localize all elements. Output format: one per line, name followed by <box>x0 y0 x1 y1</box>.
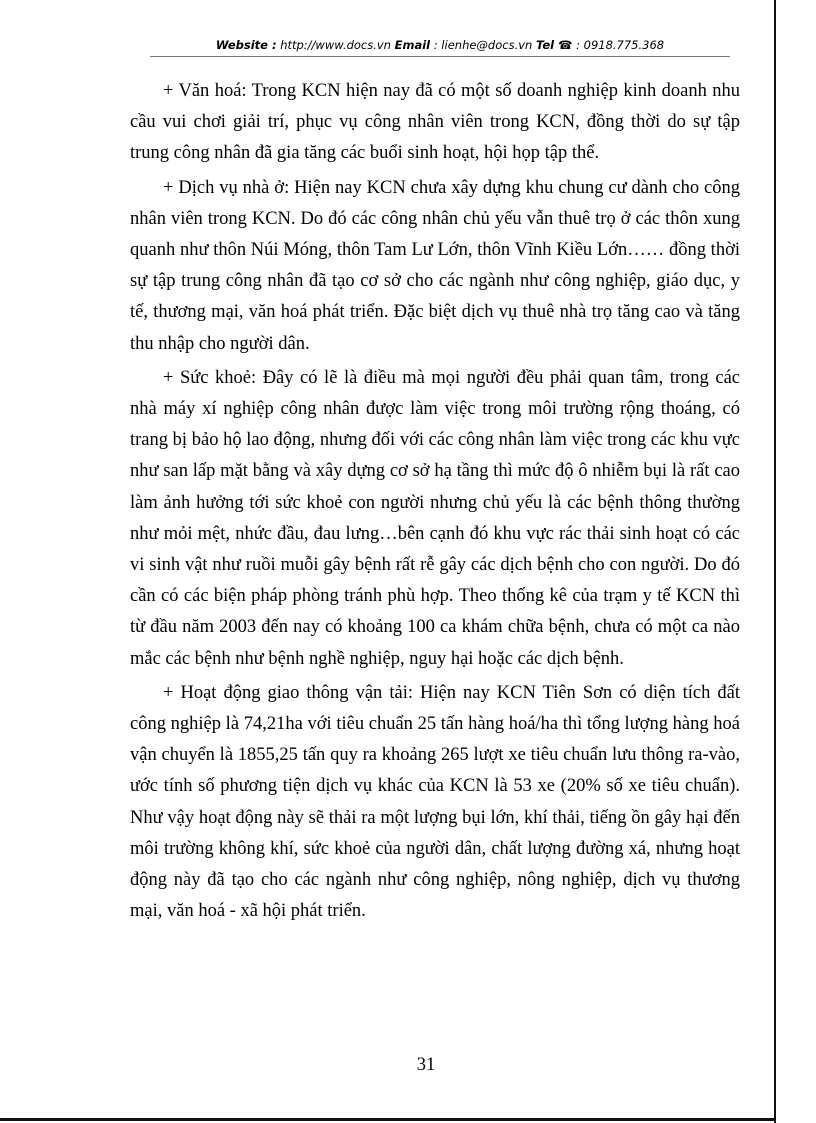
tel-label: Tel ☎ <box>536 38 573 52</box>
paragraph-culture: + Văn hoá: Trong KCN hiện nay đã có một số doanh nghiệp kinh doanh nhu cầu vui chơi giải trí, phục vụ công nhân viên trong KCN, đồng thời do sự tập trung công nhân đã gia tăng các buổi sinh hoạt, hội họp tập thể. <box>130 81 740 164</box>
header-divider <box>150 56 730 57</box>
email-address[interactable]: : lienhe@docs.vn <box>433 38 533 52</box>
website-url[interactable]: http://www.docs.vn <box>280 38 391 52</box>
website-label: Website : <box>215 38 277 52</box>
page-shadow-right <box>774 0 776 1123</box>
body-text <box>130 76 740 930</box>
tel-number: : 0918.775.368 <box>576 38 665 52</box>
paragraph-health: + Sức khoẻ: Đây có lẽ là điều mà mọi người đều phải quan tâm, trong các nhà máy xí nghiệp công nhân được làm việc trong môi trường rộng thoáng, có trang bị bảo hộ lao động, nhưng đối với các công nhân làm việc trong các khu vực như san lấp mặt bằng và xây dựng cơ sở hạ tầng thì mức độ ô nhiễm bụi là rất cao làm ảnh hưởng tới sức khoẻ con người nhưng chủ yếu là các bệnh thông thường như mỏi mệt, nhức đầu, đau lưng…bên cạnh đó khu vực rác thải sinh hoạt có các vi sinh vật như ruồi muỗi gây bệnh rất rễ gây các dịch bệnh cho con người. Do đó cần có các biện pháp phòng tránh phù hợp. Theo thống kê của trạm y tế KCN thì từ đầu năm 2003 đến nay có khoảng 100 ca khám chữa bệnh, chưa có một ca nào mắc các bệnh như bệnh nghề nghiệp, nguy hại hoặc các dịch bệnh. <box>130 367 740 669</box>
paragraph-housing: + Dịch vụ nhà ở: Hiện nay KCN chưa xây dựng khu chung cư dành cho công nhân viên trong KCN. Do đó các công nhân chủ yếu vẫn thuê trọ ở các thôn xung quanh như thôn Núi Móng, thôn Tam Lư Lớn, thôn Vĩnh Kiều Lớn…… đồng thời sự tập trung công nhân đã tạo cơ sở cho các ngành như công nghiệp, giáo dục, y tế, thương mại, văn hoá phát triển. Đặc biệt dịch vụ thuê nhà trọ tăng cao và tăng thu nhập cho người dân. <box>130 177 740 354</box>
email-label: Email <box>394 38 431 52</box>
page-shadow-bottom <box>0 1118 776 1121</box>
page-header <box>150 38 730 52</box>
page-number: 31 <box>416 1055 436 1075</box>
paragraph-transport: + Hoạt động giao thông vận tải: Hiện nay KCN Tiên Sơn có diện tích đất công nghiệp là 74,21ha với tiêu chuẩn 25 tấn hàng hoá/ha thì tổng lượng hàng hoá vận chuyển là 1855,25 tấn quy ra khoảng 265 lượt xe tiêu chuẩn lưu thông ra-vào, ước tính số phương tiện dịch vụ khác của KCN là 53 xe (20% số xe tiêu chuẩn). Như vậy hoạt động này sẽ thải ra một lượng bụi lớn, khí thải, tiếng ồn gây hại đến môi trường không khí, sức khoẻ của người dân, chất lượng đường xá, nhưng hoạt động này đã tạo cho các ngành như công nghiệp, nông nghiệp, dịch vụ thương mại, văn hoá - xã hội phát triển. <box>130 682 740 922</box>
